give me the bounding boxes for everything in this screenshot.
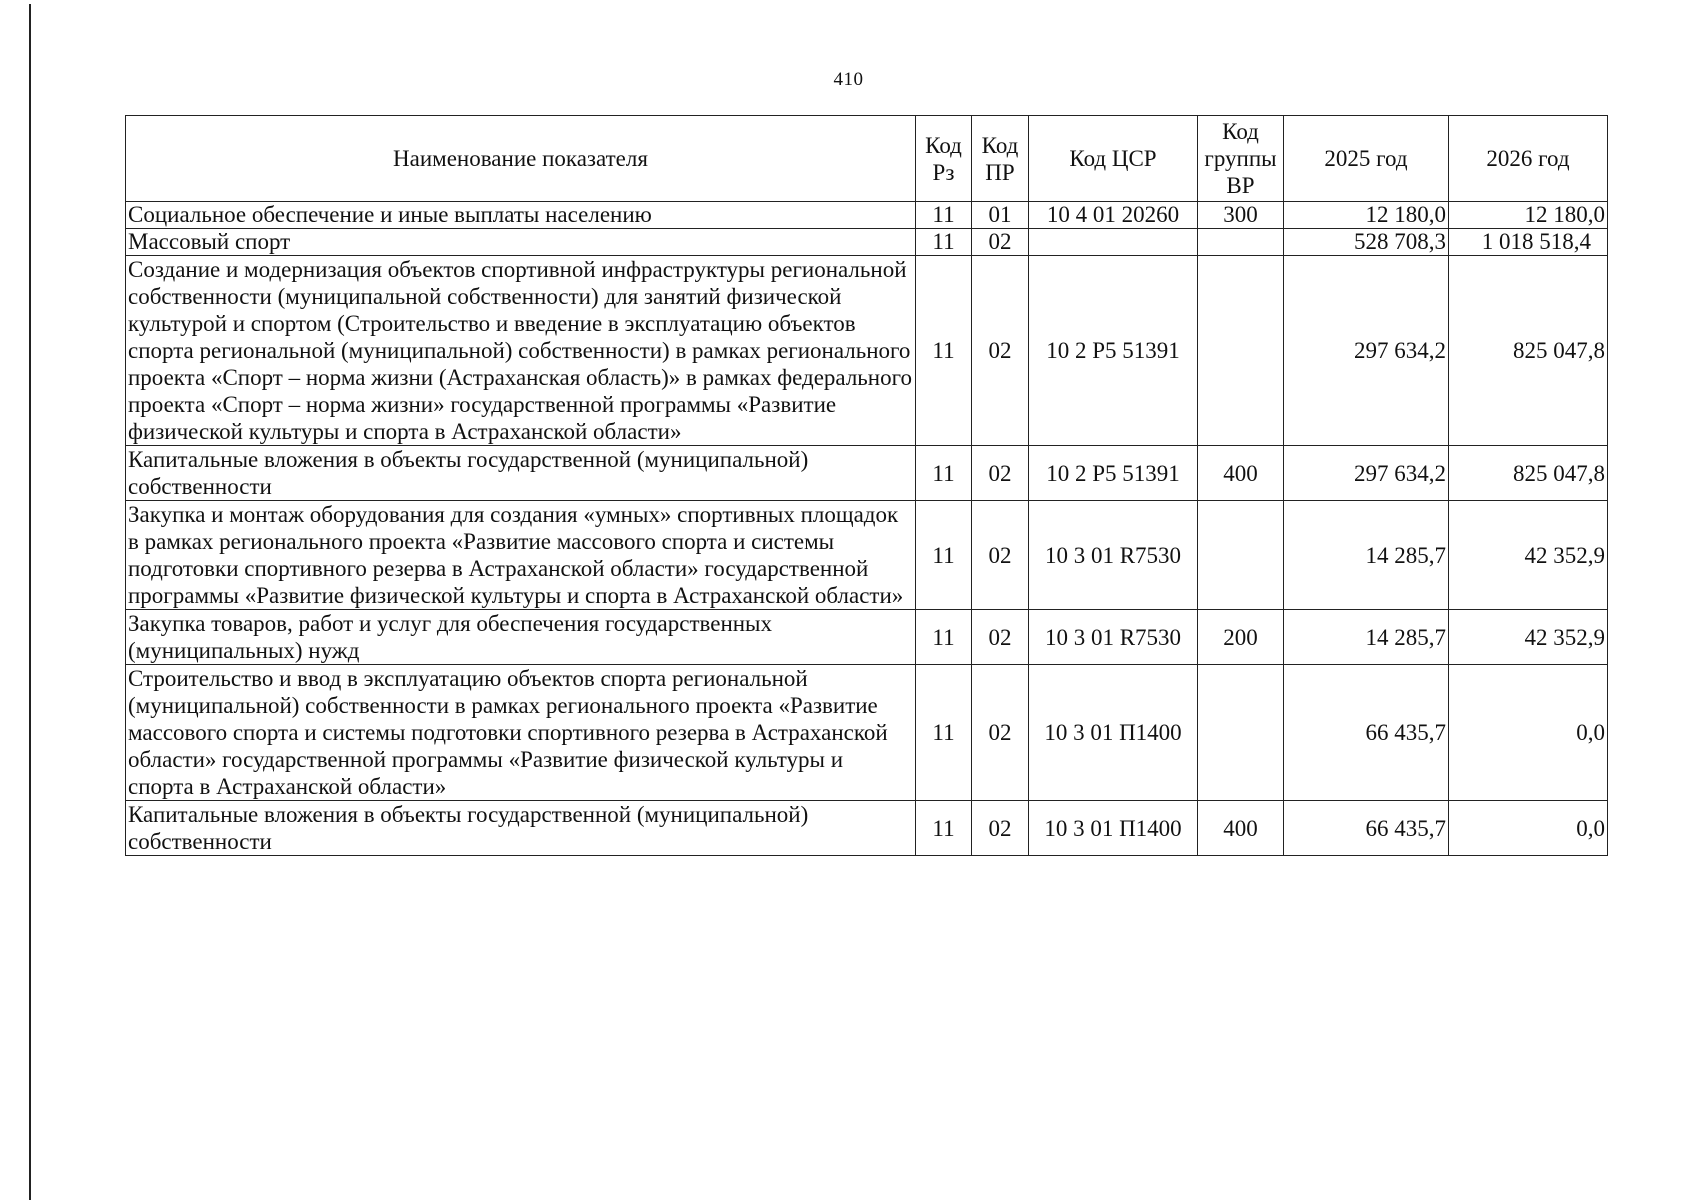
row-pr: 02 [972,665,1029,801]
row-2025: 14 285,7 [1284,501,1449,610]
header-name: Наименование показателя [126,116,916,202]
table-row [126,801,1608,856]
row-rz: 11 [916,665,972,801]
row-csr: 10 2 Р5 51391 [1029,446,1198,501]
page-number: 410 [833,69,864,90]
row-vr: 400 [1198,801,1284,856]
row-pr: 02 [972,446,1029,501]
row-name: Капитальные вложения в объекты государственной (муниципальной) собственности [126,446,916,501]
row-2026: 0,0 [1449,801,1608,856]
header-2026: 2026 год [1449,116,1608,202]
row-vr [1198,665,1284,801]
row-rz: 11 [916,202,972,229]
table-row [126,202,1608,229]
table-row [126,610,1608,665]
row-2026: 42 352,9 [1449,610,1608,665]
row-name: Социальное обеспечение и иные выплаты населению [126,202,916,229]
row-2026: 42 352,9 [1449,501,1608,610]
header-vr: Код группы ВР [1198,116,1284,202]
row-2025: 297 634,2 [1284,256,1449,446]
row-rz: 11 [916,610,972,665]
row-csr: 10 4 01 20260 [1029,202,1198,229]
row-csr [1029,229,1198,256]
row-name: Строительство и ввод в эксплуатацию объектов спорта региональной (муниципальной) собственности в рамках регионального проекта «Развитие массового спорта и системы подготовки спортивного резерва в Астраханской области» государственной программы «Развитие физической культуры и спорта в Астраханской области» [126,665,916,801]
row-pr: 02 [972,801,1029,856]
row-2026: 825 047,8 [1449,446,1608,501]
row-2025: 12 180,0 [1284,202,1449,229]
row-csr: 10 2 Р5 51391 [1029,256,1198,446]
row-2026: 1 018 518,4 [1449,229,1608,256]
row-name: Создание и модернизация объектов спортивной инфраструктуры региональной собственности (муниципальной собственности) для занятий физической культурой и спортом (Строительство и введение в эксплуатацию объектов спорта региональной (муниципальной) собственности) в рамках регионального проекта «Спорт – норма жизни (Астраханская область)» в рамках федерального проекта «Спорт – норма жизни» государственной программы «Развитие физической культуры и спорта в Астраханской области» [126,256,916,446]
row-rz: 11 [916,256,972,446]
row-rz: 11 [916,501,972,610]
row-pr: 02 [972,229,1029,256]
row-2025: 297 634,2 [1284,446,1449,501]
row-pr: 02 [972,610,1029,665]
table-row [126,256,1608,446]
row-rz: 11 [916,229,972,256]
row-2025: 14 285,7 [1284,610,1449,665]
row-2025: 66 435,7 [1284,665,1449,801]
row-name: Закупка товаров, работ и услуг для обеспечения государственных (муниципальных) нужд [126,610,916,665]
row-vr: 300 [1198,202,1284,229]
row-csr: 10 3 01 R7530 [1029,610,1198,665]
row-vr [1198,256,1284,446]
table-row [126,665,1608,801]
budget-table [125,115,1608,856]
header-row [126,116,1608,202]
row-name: Массовый спорт [126,229,916,256]
row-vr [1198,229,1284,256]
table-row [126,501,1608,610]
row-2025: 66 435,7 [1284,801,1449,856]
row-pr: 02 [972,256,1029,446]
row-vr: 200 [1198,610,1284,665]
header-rz: Код Рз [916,116,972,202]
row-csr: 10 3 01 П1400 [1029,665,1198,801]
row-name: Капитальные вложения в объекты государственной (муниципальной) собственности [126,801,916,856]
header-pr: Код ПР [972,116,1029,202]
table-row [126,229,1608,256]
row-name: Закупка и монтаж оборудования для создания «умных» спортивных площадок в рамках регионального проекта «Развитие массового спорта и системы подготовки спортивного резерва в Астраханской области» государственной программы «Развитие физической культуры и спорта в Астраханской области» [126,501,916,610]
row-vr [1198,501,1284,610]
row-rz: 11 [916,801,972,856]
header-csr: Код ЦСР [1029,116,1198,202]
row-2026: 12 180,0 [1449,202,1608,229]
row-pr: 01 [972,202,1029,229]
row-2025: 528 708,3 [1284,229,1449,256]
row-pr: 02 [972,501,1029,610]
header-2025: 2025 год [1284,116,1449,202]
table-row [126,446,1608,501]
row-vr: 400 [1198,446,1284,501]
row-rz: 11 [916,446,972,501]
row-2026: 825 047,8 [1449,256,1608,446]
binding-edge-line [29,4,31,1200]
row-2026: 0,0 [1449,665,1608,801]
row-csr: 10 3 01 П1400 [1029,801,1198,856]
row-csr: 10 3 01 R7530 [1029,501,1198,610]
